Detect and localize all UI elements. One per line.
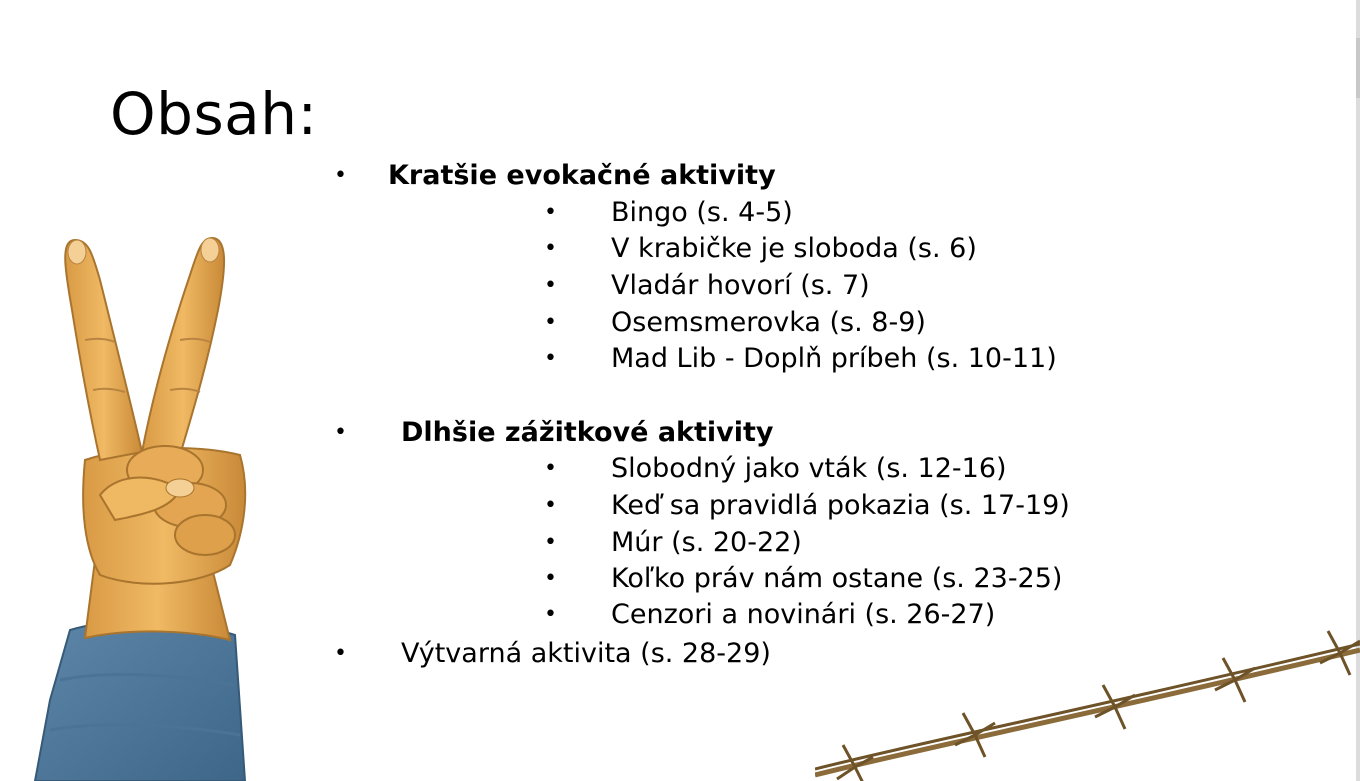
barbed-wire-illustration: [815, 625, 1360, 781]
bullet: •: [544, 273, 557, 298]
slide-title: Obsah:: [110, 80, 318, 148]
scrollbar-thumb[interactable]: [1356, 38, 1360, 98]
peace-hand-illustration: [30, 230, 270, 781]
bullet: •: [334, 641, 347, 666]
list-item: Bingo (s. 4-5): [611, 197, 793, 228]
list-item: Keď sa pravidlá pokazia (s. 17-19): [611, 490, 1070, 521]
bullet: •: [334, 420, 347, 445]
bullet: •: [544, 310, 557, 335]
section-heading-art-activity: Výtvarná aktivita (s. 28-29): [401, 638, 771, 669]
bullet: •: [544, 493, 557, 518]
list-item: Koľko práv nám ostane (s. 23-25): [611, 563, 1063, 594]
list-item: Múr (s. 20-22): [611, 527, 802, 558]
bullet: •: [544, 530, 557, 555]
list-item: Slobodný jako vták (s. 12-16): [611, 453, 1007, 484]
bullet: •: [544, 456, 557, 481]
bullet: •: [544, 566, 557, 591]
list-item: Cenzori a novinári (s. 26-27): [611, 599, 996, 630]
bullet: •: [544, 346, 557, 371]
bullet: •: [544, 602, 557, 627]
section-heading-short-activities: Kratšie evokačné aktivity: [388, 160, 776, 191]
section-heading-long-activities: Dlhšie zážitkové aktivity: [401, 417, 774, 448]
bullet: •: [544, 236, 557, 261]
list-item: Vladár hovorí (s. 7): [611, 270, 870, 301]
bullet: •: [544, 200, 557, 225]
list-item: Osemsmerovka (s. 8-9): [611, 307, 926, 338]
list-item: Mad Lib - Doplň príbeh (s. 10-11): [611, 343, 1057, 374]
list-item: V krabičke je sloboda (s. 6): [611, 233, 977, 264]
bullet: •: [334, 163, 347, 188]
